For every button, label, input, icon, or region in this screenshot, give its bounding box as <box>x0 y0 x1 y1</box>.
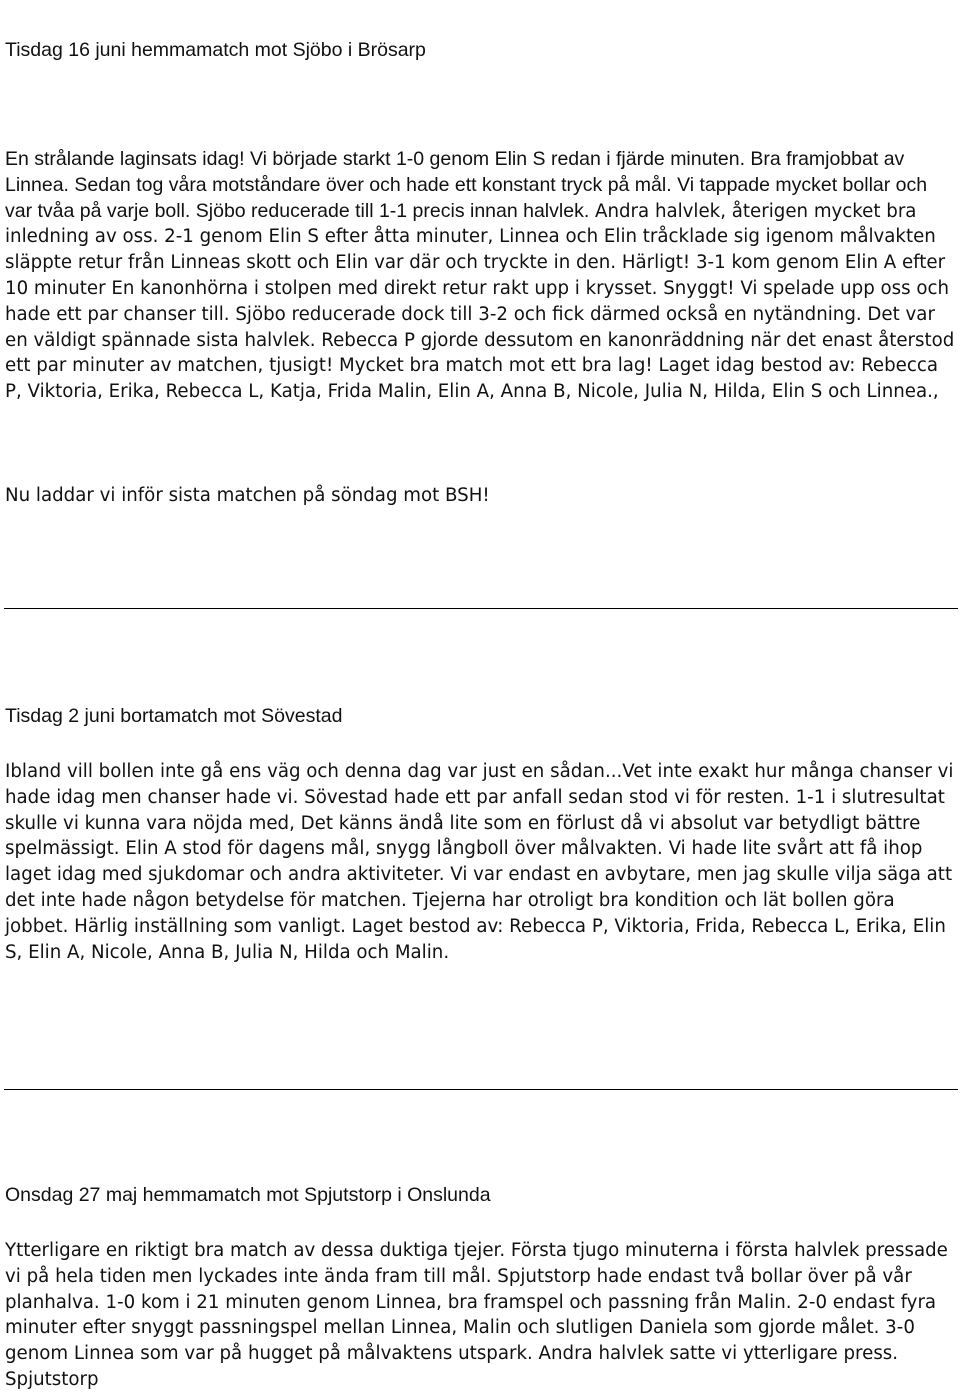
article-body-sjobo-rest: Andra halvlek, återigen mycket bra inledning av oss. 2-1 genom Elin S efter åtta minuter, Linnea och Elin tråcklade sig igenom målvakten släppte retur från Linneas skott och Elin var där och tryckte in den. Härligt! 3-1 kom genom Elin A efter 10 minuter En kanonhörna i stolpen med direkt retur rakt upp i krysset. Snyggt! Vi spelade upp oss och hade ett par chanser till. Sjöbo reducerade dock till 3-2 och fick därmed också en nytändning. Det var en väldigt spännade sista halvlek. Rebecca P gjorde dessutom en kanonräddning när det enast återstod ett par minuter av matchen, tjusigt! Mycket bra match mot ett bra lag! Laget idag bestod av: Rebecca P, Viktoria, Erika, Rebecca L, Katja, Frida Malin, Elin A, Anna B, Nicole, Julia N, Hilda, Elin S och Linnea., <box>5 200 955 403</box>
article-body-sjobo <box>5 147 957 405</box>
article-body-sjobo-intro: En strålande laginsats idag! Vi började starkt 1-0 genom Elin S redan i fjärde minuten. Bra framjobbat av Linnea. Sedan tog våra motståndare över och hade ett konstant tryck på mål. Vi tappade mycket bollar och var tvåa på varje boll. Sjöbo reducerade till 1-1 precis innan halvlek. <box>5 148 928 222</box>
article-closing-sjobo: Nu laddar vi inför sista matchen på söndag mot BSH! <box>5 485 490 506</box>
section-divider <box>4 608 958 609</box>
article-body-spjutstorp: Ytterligare en riktigt bra match av dessa duktiga tjejer. Första tjugo minuterna i första halvlek pressade vi på hela tiden men lyckades inte ända fram till mål. Spjutstorp hade endast två bollar över på vår planhalva. 1-0 kom i 21 minuten genom Linnea, bra framspel och passning från Malin. 2-0 endast fyra minuter efter snyggt passningspel mellan Linnea, Malin och slutligen Daniela som gjorde målet. 3-0 genom Linnea som var på hugget på målvaktens utspark. Andra halvlek satte vi ytterligare press. Spjutstorp <box>5 1240 948 1390</box>
article-body-sovestad: Ibland vill bollen inte gå ens väg och denna dag var just en sådan...Vet inte exakt hur många chanser vi hade idag men chanser hade vi. Sövestad hade ett par anfall sedan stod vi för resten. 1-1 i slutresultat skulle vi kunna vara nöjda med, Det känns ändå lite som en förlust då vi absolut var betydligt bättre spelmässigt. Elin A stod för dagens mål, snygg långboll över målvakten. Vi hade lite svårt att få ihop laget idag med sjukdomar och andra aktiviteter. Vi var endast en avbytare, men jag skulle vilja säga att det inte hade någon betydelse för matchen. Tjejerna har otroligt bra kondition och lät bollen göra jobbet. Härlig inställning som vanligt. Laget bestod av: Rebecca P, Viktoria, Frida, Rebecca L, Erika, Elin S, Elin A, Nicole, Anna B, Julia N, Hilda och Malin. <box>5 761 954 963</box>
section-divider <box>4 1089 958 1090</box>
article-heading-sjobo: Tisdag 16 juni hemmamatch mot Sjöbo i Brösarp <box>5 39 426 61</box>
article-heading-sovestad: Tisdag 2 juni bortamatch mot Sövestad <box>5 705 343 727</box>
article-heading-spjutstorp: Onsdag 27 maj hemmamatch mot Spjutstorp i Onslunda <box>5 1184 491 1206</box>
